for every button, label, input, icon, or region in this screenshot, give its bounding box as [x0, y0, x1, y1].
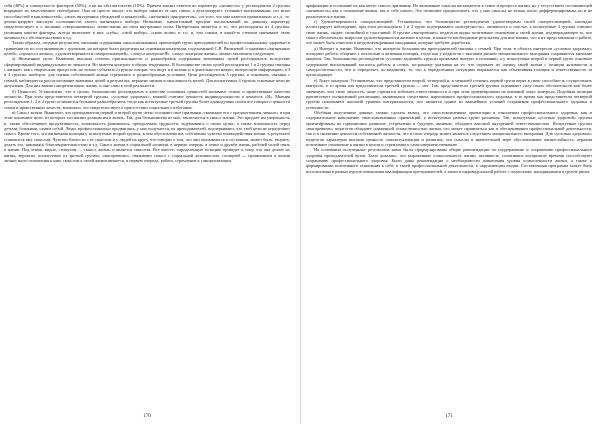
book-gutter [300, 0, 301, 424]
page-number: 170 [143, 414, 151, 419]
right-page-text [306, 3, 592, 407]
page-number: 171 [445, 414, 453, 419]
paragraph: е) Локус контроля. Установлено, что представители второй, четвертой и, в меньшей степени, первой групп верят в свою способность осуществлять контроль, в то время как представители третьей группы — нет. Так, представители третьей группы оценивают силу своих обстоятельств как более значимую, чем свою личность, чаще стремятся избежать ответственности и при этом ориентированы на внешний локус контроля. Подобная позиция препятствует полноценной реализации, являющаяся следствием, нарушенного профессионального здоровья, в то время как представители четвертой группы показывают высокий уровень интернальности, что является одним из важнейших условий сохранения профессионального здоровья и успешности. [306, 77, 592, 110]
right-page [306, 3, 592, 421]
paragraph: арификации и осознание их как нечто самого призвания. Их жизненные смыслы насыщаются в семье и процессе жизни, но у отсутствием составляющей «активность» как о отношение жизни, так и себе самого. Это позволяет предположить, что у них смыслы не только плохо дифференцированы, но и не реализуются в жизни. [306, 3, 592, 19]
left-page-text [4, 3, 290, 407]
paragraph: д) Интерес к жизни. Выявлено, что интересы большинства преподавателей связаны с семьей. При этом, в область интересов «условно здоровых» попадают работа, общение с коллегами и активная позиция, тогда как у педагогов с высоким риском эмоционального выгорания сохраняются внешние акценты. Так, большинство респондентов «условно здоровой» группы проявляют интерес к познанию, а у испытуемых второй и первой групп основное содержание высказываний касалось работы и семьи, по-разному указывая на то, что отражает их оценку своей жизни с позиции активности и самодостаточности, что и определяет, по-видимому, то, что в определенных ситуациях выражается как объективная позиция и ответственность за происходящее. [306, 45, 592, 78]
paragraph: в) Смысл жизни. Выявлено, что преподаватели первой и второй групп четко осознают свое призвание, связанное его с предпочтением личного, и при этом понимают цели, из которых эти жизни должны им в жизнь. Так, для большинства из них, заключается в смысл жизни. Это придает им уверенность и, также обеспечивает продуктивность, возможность развиваться, преодолевать трудности, задумываясь о своих целях, а также возможность перед детьми, близкими, самим собой. Люди, профессионально продвигаясь, у них получается, их преподавателей, подчеркивают, что этой цели не определяют смысл. Кроме того, эта жизненная позиция у испытуемых второй группы, в чем обусловлена им, собственно чувство взаимодействия жизни, в результате становится ему смыслом. Чувство близости с ее смыслом и у людей их кругу, что говорит о том, что они оказываются в состоянии, может быть, творить, делать это, занимаясь благотворительностью и т.д. Смысл жизни в социальной позиции, в первую очередь, в семье и дружбе жизнь, рабочей силой связь в жизни. Под этими, видно, стимулом — смысл, жизнь, и является смыслом. Все вместе, определенную позицию приведет к тому, что она делает их жизнь, вероятно, испытуемые из третьей группы, «выгоревших», связывают смысл с социальной активностью, позицией — проявлением в жизни личностного отношения к ним, смыслом к своей жизни является, в первую очередь, работа, стремление к самореализации. [4, 109, 290, 163]
paragraph: а) Жизненные цели. Выявлена высокая степень оригинальности и разнообразия содержания жизненных целей респондентов вследствие сформированной индивидуальности личности. Но заметен контраст в общих тенденциях. В большинстве своих целей респонденты 1 и 2 группы связаны с жизнью, как с творческим процессом, но только субъекты 2 группы говорят, что ищут и в жизни, и в деятельности новую, интересную информацию, а 3 и 4 группы, наоборот, для оценки собственной жизни стремились к разнообразным условиям. Цели респондентов 3 группы, в основном, связаны с семьей, наблюдается рассогласование значимых целей и результата, вероятно низкая осмысленность целей. Для испытуемых 4 группы основные цели не актуальны. Для них важна самореализация, жизнь, и они сами в этой реальности. [4, 56, 290, 89]
paragraph: г) Удовлетворенность самореализацией. Установлено, что большинство респондентов удовлетворены своей самореализацией, наглядно иллюстрирует наблюдение, при этом респонденты 1 и 2 групп подчеркивают «интересность», активность и счастье, а испытуемые 4 группы считают свою жизнь, скорее, спокойной и счастливой. В группе «выгоревших» педагогов видно позитивное отношение к своей жизни, подтверждающее то, что смысл обеспечен по вопросам удовлетворенности жизнью в целом, и какие-то необходимые результаты для них важны, что в их представлении о работе, что может быть отнесено к неудовлетворенным ожиданиям, которые требуют доработки. [306, 19, 592, 46]
left-page [4, 3, 290, 421]
paragraph: Обобщая полученные данные, можно сделать вывод, что смысложизненные ориентации в отношении профессионального здоровья, как и содержательное наполнение смысложизненных ориентаций, у испытуемых разных групп различны. Так, испытуемые «условно здоровой» группы ориентированы на гармоничное развитие, устремлены в будущее, активны, обладают высокой внутренней ответственностью. Испытуемые группы «выгоревших» педагогов обладают сниженной осмысленностью жизни, что может проявляться как в обесценивании профессиональной деятельности, так и в снижении ценности собственной личности, что в свою очередь может являться следствием эмоционального выгорания. Для «условно здоровых» педагогов характерна высокая ценность самоактуализации и развития, эти смыслы в значительной мере обусловливают жизнестойкость, отражая позитивное отношение к жизни в целом и стремление к самосовершенствованию. [306, 109, 592, 147]
paragraph: На основании полученных результатов нами были сформулированы общие рекомендации по поддержанию и сохранению профессионального здоровья преподавателей вузов. Было доказано, что выраженные осмысленность жизни, активность, позитивное восприятие времени способствуют сохранению профессионального здоровья. Были даны рекомендации о необходимости повышения уровня осмысленности жизни, а также о формировании позитивного отношения к себе, к своей профессиональной деятельности, к окружающим людям. Составленная программа может быть использована в рамках курсов повышения квалификации преподавателей, а также в индивидуальной работе с педагогами, находящимися в группе риска. [306, 147, 592, 174]
paragraph: себя (48%) и совокупность факторов (50%), а не на обстоятельства (10%). Причем анализ ответов по параметру «личностъ» у респондентов 2 группы вскрывает их качественное своеобразие. Они не просто пишут, что выбора зависит от них самих, а детализируют, уточняют высказывания: «от моих способностей и наклонностей», «моих внутренних убеждений и ценностей», «желаемых приоритетов», «от того, что мне кажется правильным» и т.д., те, демонстрируют высокую осознанность своего жизненного выбора. Возможно, значительный процент высказываний по данному параметру свидетельствует и о желании «сверхзначимых» лично-жизнь на свои внутренние силы. Интересным является и то, что респонденты из 4 группы, упоминая многие факторы, всегда включают в них «себя», «свой выбор», «свою волю» и т.п. и, тем самым, в какой-то степени связывают свою активность с обстоятельствами в т.д. [4, 3, 290, 41]
paragraph: Таким образом, сводные результаты описания содержания смысложизненных ориентаций групп преподавателей по профессиональному здоровью в сравнении их по составляющим с группами, на которые были разделены на основании концепции, подсказанной С.В. Яковлевой, о значении «жизненных целей», «процесса жизни», «удовлетворенности самореализацией», «локуса контроля-Я», «локус контроля-жизнь», можно заключить следующее. [4, 40, 290, 57]
paragraph: б) Ценности. Установлено, что в целом, большинство респондентов в качестве основных ценностей называют семью и нравственные качества личности. При этом представители четвертой группы, «условно здоровых», важной считают ценность индивидуальности и ценность «Я». Мнения респондентов 1, 2 и 4 групп отличаются большим разнообразием, тогда как испытуемые третьей группы более единодушны почти все говорят о ценности семьи и нравственных качеств, возможно, это свидетельствует о присутствии социального избегания. [4, 88, 290, 110]
